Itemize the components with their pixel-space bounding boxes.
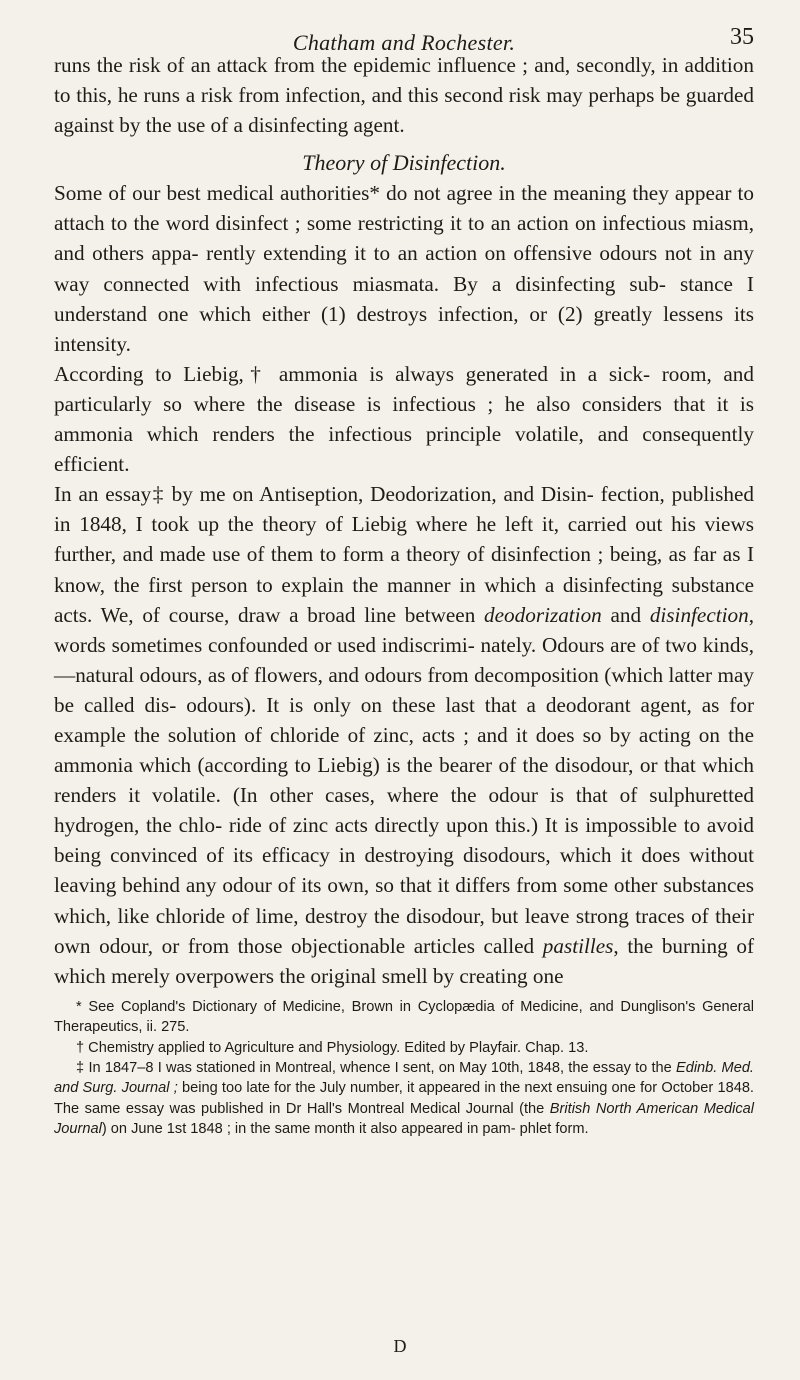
essay-text-d: , the burning of which merely overpowers the original smell by creating one <box>54 933 755 988</box>
essay-text-b: and <box>601 602 650 627</box>
running-head <box>54 10 754 55</box>
journal-title-edinb: Edinb. Med. and Surg. Journal ; <box>54 1060 754 1097</box>
essay-text-c: , words sometimes confounded or used indiscrimi- nately. Odours are of two kinds,—natural odours, as of flowers, and odours from decomposition (which latter may be called dis- odours). It is only on these last that a deodorant agent, as for example the solution of chloride of zinc, acts ; and it does so by acting on the ammonia which (according to Liebig) is the bearer of the disodour, or that which renders it volatile. (In other cases, where the odour is that of sulphuretted hydrogen, the chlo- ride of zinc acts directly upon this.) It is impossible to avoid being convinced of its efficacy in destroying disodours, which it does without leaving behind any odour of its own, so that it differs from some other substances which, like chloride of lime, destroy the disodour, but leave strong traces of their own odour, or from those objectionable articles called <box>54 602 754 958</box>
footnote-text-a: ‡ In 1847–8 I was stationed in Montreal, whence I sent, on May 10th, 1848, the essay to the <box>76 1060 676 1077</box>
signature-mark: D <box>393 1336 407 1356</box>
paragraph-continuation: runs the risk of an attack from the epidemic influence ; and, secondly, in addition to this, he runs a risk from infection, and this second risk may perhaps be guarded against by the use of a disinfecting agent. <box>54 53 754 138</box>
footnotes <box>54 997 754 1140</box>
running-title: Chatham and Rochester. <box>292 30 516 55</box>
page-number: 35 <box>730 24 754 50</box>
body-text <box>54 50 754 991</box>
essay-text-a: In an essay‡ by me on Antiseption, Deodorization, and Disin- fection, published in 1848, I took up the theory of Liebig where he left it, carried out his views further, and made use of them to form a theory of disinfection ; being, as far as I know, the first person to explain the manner in which a disinfecting substance acts. We, of course, draw a broad line between <box>54 482 754 627</box>
term-pastilles: pastilles <box>542 933 614 958</box>
paragraph-essay <box>54 479 754 991</box>
footnote-text-b: being too late for the July number, it appeared in the next ensuing one for October 1848. The same essay was published in Dr Hall's Montreal Medical Journal (the <box>54 1080 754 1117</box>
journal-title-british: British North American Medical Journal <box>54 1100 754 1138</box>
section-heading: Theory of Disinfection. <box>302 150 506 176</box>
footnote-text-c: ) on June 1st 1848 ; in the same month it also appeared in pam- phlet form. <box>101 1121 589 1138</box>
footnote-asterisk: * See Copland's Dictionary of Medicine, Brown in Cyclopædia of Medicine, and Dunglison's General Therapeutics, ii. 275. <box>54 998 754 1036</box>
term-deodorization: deodorization <box>484 602 602 627</box>
footnote-dagger: † Chemistry applied to Agriculture and Physiology. Edited by Playfair. Chap. 13. <box>76 1039 589 1056</box>
paragraph-authorities: Some of our best medical authorities* do not agree in the meaning they appear to attach to the word disinfect ; some restricting it to an action on infectious miasm, and others appa- rently extending it to an action on offensive odours not in any way connected with infectious miasmata. By a disinfecting sub- stance I understand one which either (1) destroys infection, or (2) greatly lessens its intensity. <box>54 181 754 356</box>
paragraph-liebig: According to Liebig,† ammonia is always generated in a sick- room, and particularly so where the disease is infectious ; he also considers that it is ammonia which renders the infectious principle volatile, and consequently efficient. <box>54 361 754 477</box>
footnote-double-dagger <box>54 1058 754 1140</box>
term-disinfection: disinfection <box>649 602 749 627</box>
